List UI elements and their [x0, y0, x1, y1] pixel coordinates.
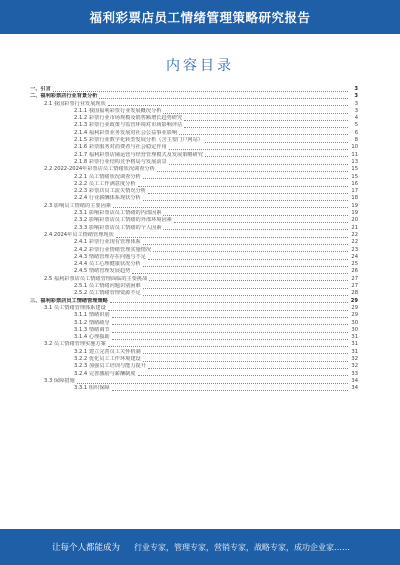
- toc-entry-page: 15: [351, 166, 358, 173]
- toc-leader-dots: [143, 353, 348, 354]
- toc-leader-dots: [112, 390, 348, 391]
- toc-leader-dots: [77, 383, 348, 384]
- toc-leader-dots: [143, 288, 348, 289]
- toc-entry-label: 2.1.5 彩票行业数字化转型发展分析（含主要门户网站）: [74, 137, 203, 144]
- toc-leader-dots: [99, 98, 348, 99]
- toc-leader-dots: [174, 222, 348, 223]
- toc-leader-dots: [205, 156, 348, 157]
- toc-entry-label: 2.3.1 影响彩票店员工情绪的内部因素: [74, 210, 162, 217]
- toc-entry-label: 2.4.3 情绪管理存在问题与不足: [74, 253, 146, 260]
- toc-entry[interactable]: [30, 298, 358, 305]
- toc-entry-label: 3.3 保障措施: [44, 377, 75, 384]
- toc-entry[interactable]: [30, 115, 358, 122]
- toc-leader-dots: [112, 317, 348, 318]
- toc-entry[interactable]: [30, 327, 358, 334]
- toc-entry-label: 3.2.2 优化员工工作环境建设: [74, 355, 141, 362]
- toc-leader-dots: [112, 339, 348, 340]
- toc-entry-label: 2.2.4 行业薪酬体系现状分析: [74, 195, 141, 202]
- toc-entry-label: 2.3.3 影响彩票店员工情绪的个人因素: [74, 224, 162, 231]
- toc-entry-label: 2.4.5 情绪管理发展趋势: [74, 268, 131, 275]
- toc-entry[interactable]: [30, 320, 358, 327]
- toc-leader-dots: [184, 127, 348, 128]
- toc-entry-page: 22: [351, 231, 358, 238]
- toc-leader-dots: [157, 171, 348, 172]
- toc-leader-dots: [138, 186, 348, 187]
- toc-entry[interactable]: [30, 93, 358, 100]
- toc-entry-page: 6: [354, 129, 358, 136]
- footer-bar: [0, 529, 400, 565]
- toc-entry-page: 4: [354, 115, 358, 122]
- toc-entry-label: 3.3.1 组织保障: [74, 385, 110, 392]
- toc-entry[interactable]: [30, 225, 358, 232]
- toc-entry[interactable]: [30, 276, 358, 283]
- toc-leader-dots: [163, 113, 348, 114]
- toc-entry[interactable]: [30, 290, 358, 297]
- toc-entry-label: 2.1.6 彩票服务对消费者与社会稳定作用: [74, 144, 167, 151]
- toc-entry[interactable]: [30, 108, 358, 115]
- toc-entry-page: 30: [351, 326, 358, 333]
- toc-entry[interactable]: [30, 371, 358, 378]
- toc-entry-label: 2.2.1 员工情绪状况调查分析: [74, 173, 141, 180]
- toc-entry-page: 30: [351, 319, 358, 326]
- toc-entry-label: 2.1.3 彩票行业政策与监管环境对市场影响评估: [74, 122, 183, 129]
- toc-entry-label: 3.2.3 加强员工培训与能力提升: [74, 363, 146, 370]
- toc-entry[interactable]: [30, 341, 358, 348]
- toc-entry-page: 31: [351, 334, 358, 341]
- toc-entry-label: 2.5.1 员工情绪问题识别困难: [74, 283, 141, 290]
- footer-tagline: 行业专家，管理专家，营销专家，战略专家，成功企业家……: [134, 542, 351, 552]
- toc-entry-label: 3.2.4 完善激励与薪酬制度: [74, 370, 136, 377]
- toc-entry-label: 3.1.4 心理援助: [74, 334, 110, 341]
- toc-entry-page: 3: [354, 86, 358, 92]
- toc-entry-page: 20: [351, 217, 358, 224]
- toc-entry[interactable]: [30, 122, 358, 129]
- toc-entry[interactable]: [30, 203, 358, 210]
- toc-entry-label: 3.1.1 情绪识别: [74, 312, 110, 319]
- toc-entry[interactable]: [30, 254, 358, 261]
- toc-entry[interactable]: [30, 174, 358, 181]
- toc-entry-label: 三、福利彩票店员工情绪管理策略: [30, 297, 108, 304]
- toc-leader-dots: [112, 324, 348, 325]
- toc-leader-dots: [148, 193, 348, 194]
- toc-leader-dots: [110, 302, 348, 303]
- toc-entry[interactable]: [30, 334, 358, 341]
- toc-leader-dots: [153, 251, 348, 252]
- toc-entry-page: 32: [351, 355, 358, 362]
- toc-leader-dots: [163, 229, 348, 230]
- toc-entry-page: 10: [351, 144, 358, 151]
- toc-entry[interactable]: [30, 159, 358, 166]
- toc-entry[interactable]: [30, 385, 358, 392]
- toc-entry-label: 3.1 员工情绪管理体系建设: [44, 304, 106, 311]
- toc-entry-page: 16: [351, 180, 358, 187]
- toc-entry-label: 2.1.1 我国福利彩票行业发展概况分析: [74, 107, 162, 114]
- toc-leader-dots: [116, 237, 348, 238]
- toc-leader-dots: [143, 200, 348, 201]
- toc-leader-dots: [143, 266, 348, 267]
- toc-entry-page: 19: [351, 202, 358, 209]
- toc-entry-page: 11: [351, 151, 358, 158]
- toc-leader-dots: [143, 361, 348, 362]
- toc-entry[interactable]: [30, 181, 358, 188]
- toc-leader-dots: [179, 134, 348, 135]
- toc-entry[interactable]: [30, 268, 358, 275]
- toc-entry-page: 3: [354, 93, 358, 100]
- toc-entry-page: 31: [351, 341, 358, 348]
- toc-entry[interactable]: [30, 305, 358, 312]
- toc-entry[interactable]: [30, 210, 358, 217]
- toc-leader-dots: [138, 375, 348, 376]
- toc-leader-dots: [53, 91, 348, 92]
- toc-leader-dots: [163, 215, 348, 216]
- toc-heading: 内容目录: [166, 58, 234, 74]
- toc-leader-dots: [148, 368, 348, 369]
- toc-entry[interactable]: [30, 217, 358, 224]
- toc-entry-label: 2.1.4 福利彩票业务发展对社会公益事业影响: [74, 129, 178, 136]
- toc-entry-page: 22: [351, 239, 358, 246]
- toc-entry-label: 2.2.2 员工工作满意度分析: [74, 180, 136, 187]
- toc-entry-page: 5: [354, 122, 358, 129]
- toc-entry-label: 3.2 员工情绪管理实施方案: [44, 341, 106, 348]
- toc-entry-page: 17: [351, 188, 358, 195]
- toc-leader-dots: [149, 280, 348, 281]
- toc-entry[interactable]: [30, 188, 358, 195]
- toc-entry-label: 2.4 2024年员工情绪管理现状: [44, 231, 114, 238]
- toc-entry[interactable]: [30, 378, 358, 385]
- toc-leader-dots: [169, 149, 348, 150]
- report-title: 福利彩票店员工情绪管理策略研究报告: [89, 10, 311, 25]
- toc-entry-page: 13: [351, 158, 358, 165]
- toc-entry-label: 2.3 影响员工情绪的主要因素: [44, 202, 111, 209]
- toc-entry-page: 15: [351, 173, 358, 180]
- toc-entry[interactable]: [30, 356, 358, 363]
- toc-entry-page: 32: [351, 363, 358, 370]
- toc-entry[interactable]: [30, 130, 358, 137]
- toc-entry-label: 3.1.3 情绪调节: [74, 326, 110, 333]
- toc-leader-dots: [112, 332, 348, 333]
- toc-entry-label: 2.1.2 彩票行业市场规模及销售额增长趋势研究: [74, 115, 183, 122]
- toc-entry-page: 25: [351, 261, 358, 268]
- toc-entry[interactable]: [30, 166, 358, 173]
- toc-entry[interactable]: [30, 137, 358, 144]
- toc-entry[interactable]: [30, 152, 358, 159]
- toc-leader-dots: [108, 346, 348, 347]
- toc-entry-page: 28: [351, 290, 358, 297]
- toc-entry-label: 2.1 我国彩票行业发展现状: [44, 100, 106, 107]
- toc-entry-label: 2.4.4 员工心理健康状况分析: [74, 261, 141, 268]
- toc-entry[interactable]: [30, 101, 358, 108]
- toc-entry-label: 2.1.8 彩票行业结构竞争格局与发展前景: [74, 158, 167, 165]
- toc-entry[interactable]: [30, 261, 358, 268]
- toc-entry-label: 二、福利彩票店行业背景分析: [30, 93, 98, 100]
- toc-entry[interactable]: [30, 363, 358, 370]
- toc-entry-page: 34: [351, 385, 358, 392]
- toc-entry[interactable]: [30, 349, 358, 356]
- toc-entry[interactable]: [30, 283, 358, 290]
- toc-entry-page: 3: [354, 107, 358, 114]
- toc-entry[interactable]: [30, 232, 358, 239]
- toc-entry[interactable]: [30, 312, 358, 319]
- toc-entry-label: 2.5.2 员工情绪管理资源不足: [74, 290, 141, 297]
- toc-entry-label: 2.1.7 福利彩票店铺运营与经营管理模式及发展策略研究: [74, 151, 203, 158]
- toc-entry-label: 2.4.2 彩票行业情绪管理实施情况: [74, 246, 152, 253]
- toc-leader-dots: [113, 207, 348, 208]
- toc-entry-page: 29: [351, 304, 358, 311]
- toc-leader-dots: [143, 178, 348, 179]
- toc-leader-dots: [143, 244, 348, 245]
- toc-entry-page: 29: [350, 297, 358, 304]
- toc-leader-dots: [108, 310, 348, 311]
- table-of-contents: [30, 86, 358, 392]
- header-bar: [0, 0, 400, 34]
- toc-entry-page: 24: [351, 253, 358, 260]
- toc-entry-page: 8: [354, 137, 358, 144]
- toc-entry[interactable]: [30, 86, 358, 93]
- toc-entry-page: 18: [351, 195, 358, 202]
- toc-entry-page: 27: [351, 275, 358, 282]
- toc-entry-page: 21: [351, 224, 358, 231]
- toc-leader-dots: [169, 164, 348, 165]
- toc-entry-label: 3.1.2 情绪疏导: [74, 319, 110, 326]
- footer-slogan: 让每个人都能成为: [52, 543, 121, 553]
- toc-entry[interactable]: [30, 239, 358, 246]
- toc-entry-label: 2.5 福利彩票店员工情绪管理面临的主要挑战: [44, 275, 148, 282]
- toc-entry-page: 34: [351, 377, 358, 384]
- toc-entry-page: 19: [351, 210, 358, 217]
- toc-entry-page: 31: [351, 348, 358, 355]
- toc-entry-label: 2.4.1 彩票行业现有管理体系: [74, 239, 141, 246]
- toc-leader-dots: [184, 120, 348, 121]
- toc-leader-dots: [132, 273, 348, 274]
- toc-entry-label: 3.2.1 建立完善员工关怀机制: [74, 348, 141, 355]
- toc-entry[interactable]: [30, 144, 358, 151]
- toc-entry-page: 29: [351, 312, 358, 319]
- toc-entry-page: 3: [354, 100, 358, 107]
- toc-entry[interactable]: [30, 195, 358, 202]
- toc-entry-label: 一、引言: [30, 86, 51, 92]
- toc-entry-page: 27: [351, 283, 358, 290]
- toc-entry-label: 2.3.2 影响彩票店员工情绪的外部环境因素: [74, 217, 172, 224]
- toc-leader-dots: [148, 259, 348, 260]
- toc-leader-dots: [143, 295, 348, 296]
- toc-entry[interactable]: [30, 247, 358, 254]
- toc-leader-dots: [205, 142, 348, 143]
- toc-leader-dots: [108, 105, 348, 106]
- toc-entry-label: 2.2 2022-2024年彩票店员工情绪状况调查分析: [44, 166, 155, 173]
- toc-entry-page: 26: [351, 268, 358, 275]
- toc-entry-label: 2.2.3 彩票店员工流失情况分析: [74, 188, 146, 195]
- toc-entry-page: 33: [351, 370, 358, 377]
- toc-entry-page: 23: [351, 246, 358, 253]
